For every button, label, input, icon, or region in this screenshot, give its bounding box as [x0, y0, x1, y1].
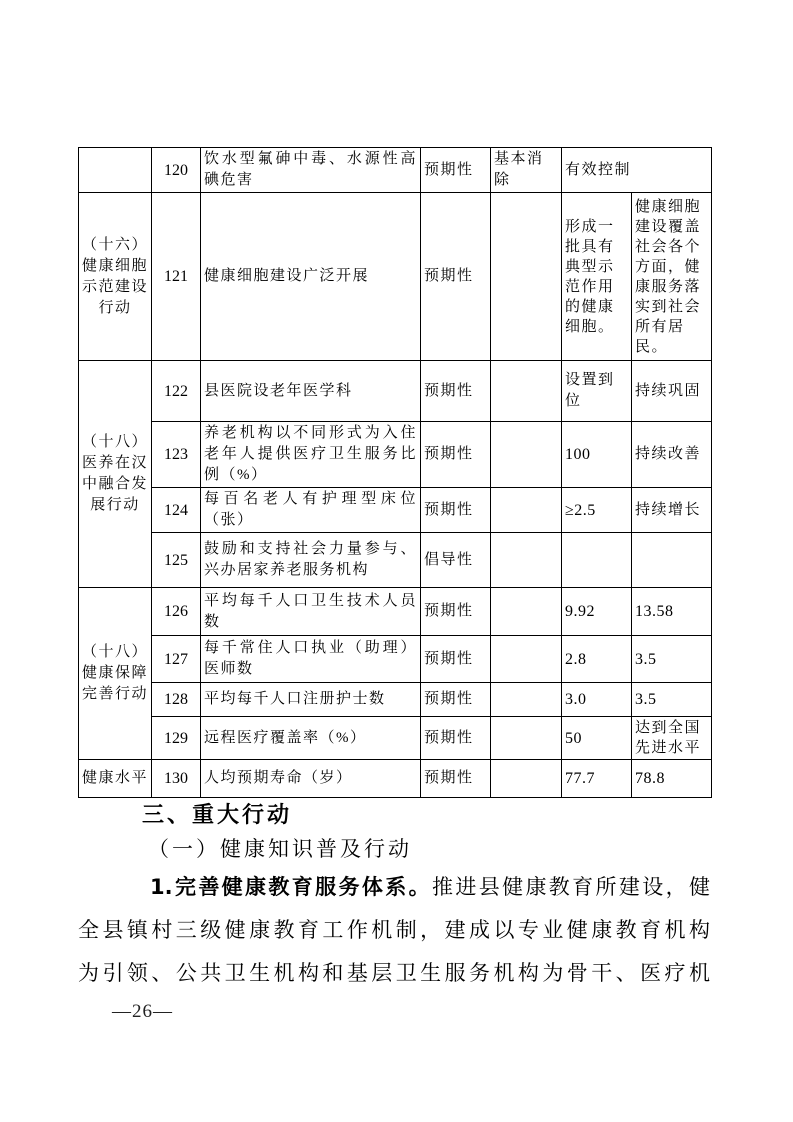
page-number: —26—: [112, 1001, 173, 1022]
indicator-cell: 平均每千人口注册护士数: [201, 683, 421, 717]
value-cell-3: 13.58: [632, 588, 712, 636]
attribute-cell: 预期性: [421, 361, 491, 422]
paragraph-text: 为引领、公共卫生机构和基层卫生服务机构为骨干、医疗机: [78, 961, 710, 985]
value-cell-2: 3.0: [562, 683, 632, 717]
table-row: [79, 760, 712, 798]
attribute-cell: 预期性: [421, 717, 491, 760]
value-cell-2: 100: [562, 422, 632, 488]
value-cell-1: [491, 488, 562, 533]
table-row: [79, 193, 712, 361]
value-cell-2: 形成一批具有典型示范作用的健康细胞。: [562, 193, 632, 361]
value-cell-1: [491, 533, 562, 588]
attribute-cell: 预期性: [421, 193, 491, 361]
table-row: [79, 533, 712, 588]
value-cell-1: [491, 193, 562, 361]
health-indicator-table: [78, 147, 712, 798]
category-cell: 健康水平: [79, 760, 152, 798]
category-cell: [79, 148, 152, 193]
indicator-cell: 每百名老人有护理型床位（张）: [201, 488, 421, 533]
table-row: [79, 717, 712, 760]
attribute-cell: 预期性: [421, 683, 491, 717]
value-cell-3: 3.5: [632, 636, 712, 683]
value-cell-3: [632, 533, 712, 588]
indicator-cell: 远程医疗覆盖率（%）: [201, 717, 421, 760]
value-cell-1: 基本消除: [491, 148, 562, 193]
paragraph-text: 全县镇村三级健康教育工作机制，建成以专业健康教育机构: [78, 918, 710, 942]
value-cell-3: 健康细胞建设覆盖社会各个方面，健康服务落实到社会所有居民。: [632, 193, 712, 361]
table-row: [79, 148, 712, 193]
category-cell: （十八）医养在汉中融合发展行动: [79, 361, 152, 588]
value-cell-2: 50: [562, 717, 632, 760]
paragraph-line: [78, 866, 710, 909]
index-cell: 123: [152, 422, 201, 488]
index-cell: 128: [152, 683, 201, 717]
attribute-cell: 预期性: [421, 588, 491, 636]
paragraph-line: [78, 952, 710, 995]
index-cell: 121: [152, 193, 201, 361]
index-cell: 127: [152, 636, 201, 683]
attribute-cell: 预期性: [421, 488, 491, 533]
value-cell-1: [491, 588, 562, 636]
value-cell-1: [491, 361, 562, 422]
attribute-cell: 预期性: [421, 636, 491, 683]
table-row: [79, 361, 712, 422]
indicator-cell: 人均预期寿命（岁）: [201, 760, 421, 798]
value-cell-1: [491, 717, 562, 760]
value-cell-2: [562, 533, 632, 588]
paragraph-text: 推进县健康教育所建设，健: [431, 875, 711, 899]
index-cell: 130: [152, 760, 201, 798]
indicator-cell: 鼓励和支持社会力量参与、兴办居家养老服务机构: [201, 533, 421, 588]
value-cell-3: 78.8: [632, 760, 712, 798]
index-cell: 122: [152, 361, 201, 422]
index-cell: 129: [152, 717, 201, 760]
index-cell: 125: [152, 533, 201, 588]
category-cell: （十六）健康细胞示范建设行动: [79, 193, 152, 361]
table-row: [79, 588, 712, 636]
index-cell: 124: [152, 488, 201, 533]
table-row: [79, 488, 712, 533]
value-cell-3: 3.5: [632, 683, 712, 717]
value-cell-3: 持续巩固: [632, 361, 712, 422]
table-row: [79, 636, 712, 683]
value-cell-1: [491, 683, 562, 717]
value-cell-2: ≥2.5: [562, 488, 632, 533]
subsection-heading: （一）健康知识普及行动: [148, 837, 412, 861]
index-cell: 120: [152, 148, 201, 193]
value-cell-2: 9.92: [562, 588, 632, 636]
value-cell-2: 有效控制: [562, 148, 712, 193]
value-cell-1: [491, 422, 562, 488]
attribute-cell: 预期性: [421, 760, 491, 798]
value-cell-1: [491, 636, 562, 683]
index-cell: 126: [152, 588, 201, 636]
value-cell-2: 设置到位: [562, 361, 632, 422]
table-row: [79, 422, 712, 488]
table-row: [79, 683, 712, 717]
value-cell-3: 达到全国先进水平: [632, 717, 712, 760]
indicator-cell: 饮水型氟砷中毒、水源性高碘危害: [201, 148, 421, 193]
value-cell-3: 持续改善: [632, 422, 712, 488]
value-cell-2: 2.8: [562, 636, 632, 683]
paragraph-line: [78, 909, 710, 952]
indicator-cell: 健康细胞建设广泛开展: [201, 193, 421, 361]
indicator-cell: 每千常住人口执业（助理）医师数: [201, 636, 421, 683]
indicator-cell: 县医院设老年医学科: [201, 361, 421, 422]
paragraph-lead-bold: 1.完善健康教育服务体系。: [150, 875, 432, 899]
body-paragraph: [78, 866, 710, 995]
indicator-cell: 平均每千人口卫生技术人员数: [201, 588, 421, 636]
attribute-cell: 预期性: [421, 422, 491, 488]
value-cell-1: [491, 760, 562, 798]
value-cell-3: 持续增长: [632, 488, 712, 533]
value-cell-2: 77.7: [562, 760, 632, 798]
section-heading: 三、重大行动: [142, 803, 293, 828]
attribute-cell: 倡导性: [421, 533, 491, 588]
attribute-cell: 预期性: [421, 148, 491, 193]
category-cell: （十八）健康保障完善行动: [79, 588, 152, 760]
indicator-cell: 养老机构以不同形式为入住老年人提供医疗卫生服务比例（%）: [201, 422, 421, 488]
